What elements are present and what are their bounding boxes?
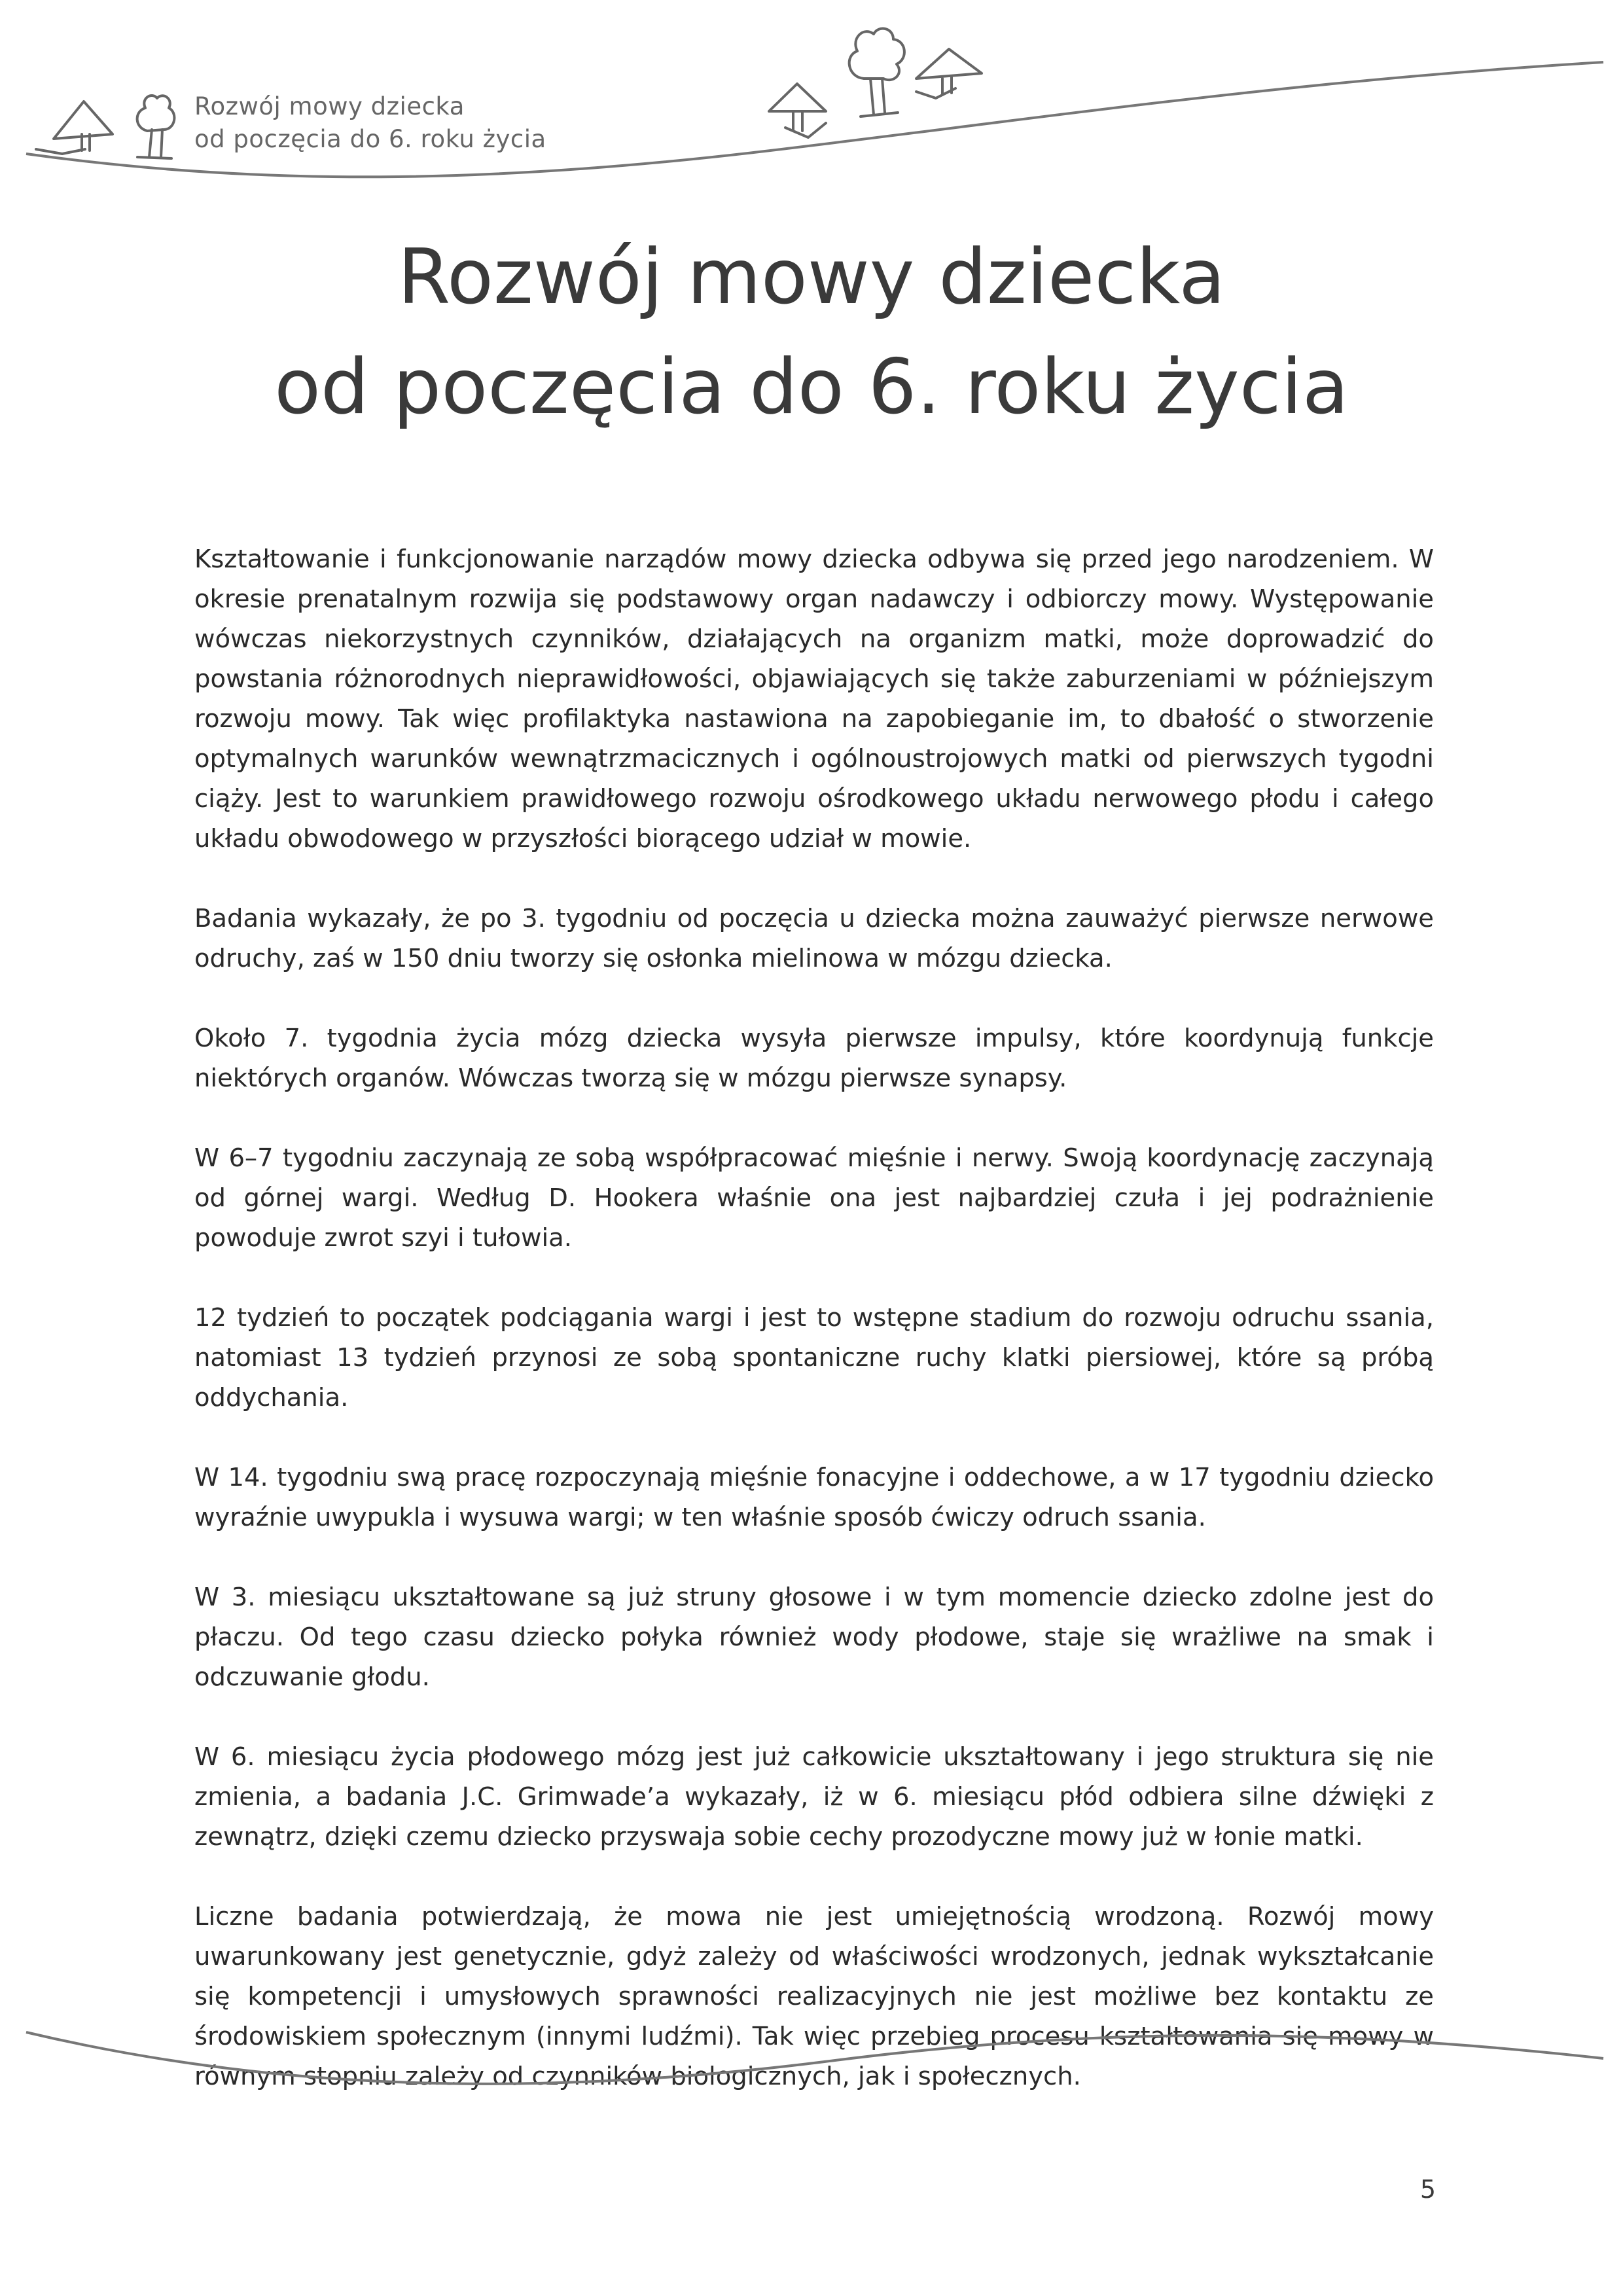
paragraph: 12 tydzień to początek podciągania wargi i jest to wstępne stadium do rozwoju odruchu ssania, natomiast 13 tydzień przynosi ze sobą spontaniczne ruchy klatki piersiowej, które są próbą oddychania. bbox=[194, 1303, 1434, 1412]
paragraph: W 3. miesiącu ukształtowane są już struny głosowe i w tym momencie dziecko zdolne jest do płaczu. Od tego czasu dziecko połyka również wody płodowe, staje się wrażliwe na smak i odczuwanie głodu. bbox=[194, 1583, 1434, 1692]
tree-icon bbox=[849, 29, 904, 117]
paragraph: Liczne badania potwierdzają, że mowa nie jest umiejętnością wrodzoną. Rozwój mowy uwarunkowany jest genetycznie, gdyż zależy od właściwości wrodzonych, jednak wykształcanie się kompetencji i umysłowych sprawności realizacyjnych nie jest możliwe bez kontaktu ze środowiskiem społecznym (innymi ludźmi). Tak więc przebieg procesu kształtowania się mowy w równym stopniu zależy od czynników biologicznych, jak i społecznych. bbox=[194, 1902, 1434, 2091]
paragraph: W 14. tygodniu swą pracę rozpoczynają mięśnie fonacyjne i oddechowe, a w 17 tygodniu dziecko wyraźnie uwypukla i wysuwa wargi; w ten właśnie sposób ćwiczy odruch ssania. bbox=[194, 1463, 1434, 1532]
body-text bbox=[194, 539, 1434, 2136]
paragraph: Badania wykazały, że po 3. tygodniu od poczęcia u dziecka można zauważyć pierwsze nerwowe odruchy, zaś w 150 dniu tworzy się osłonka mielinowa w mózgu dziecka. bbox=[194, 904, 1434, 973]
page-title-line-2: od poczęcia do 6. roku życia bbox=[274, 343, 1349, 431]
page-title-line-1: Rozwój mowy dziecka bbox=[397, 233, 1226, 321]
page-number: 5 bbox=[1419, 2175, 1436, 2204]
paragraph: Około 7. tygodnia życia mózg dziecka wysyła pierwsze impulsy, które koordynują funkcje niektórych organów. Wówczas tworzą się w mózgu pierwsze synapsy. bbox=[194, 1024, 1434, 1093]
page-title bbox=[0, 223, 1623, 442]
running-header-line-2: od poczęcia do 6. roku życia bbox=[194, 125, 546, 153]
paragraph: W 6. miesiącu życia płodowego mózg jest już całkowicie ukształtowany i jego struktura się nie zmienia, a badania J.C. Grimwade’a wykazały, iż w 6. miesiącu płód odbiera silne dźwięki z zewnątrz, dzięki czemu dziecko przyswaja sobie cechy prozodyczne mowy już w łonie matki. bbox=[194, 1742, 1434, 1852]
running-header-line-1: Rozwój mowy dziecka bbox=[194, 92, 465, 120]
running-header bbox=[194, 90, 546, 156]
tree-icon bbox=[36, 101, 113, 154]
tree-icon bbox=[916, 49, 982, 98]
paragraph: Kształtowanie i funkcjonowanie narządów mowy dziecka odbywa się przed jego narodzeniem. W okresie prenatalnym rozwija się podstawowy organ nadawczy i odbiorczy mowy. Występowanie wówczas niekorzystnych czynników, działających na organizm matki, może doprowadzić do powstania różnorodnych nieprawidłowości, objawiających się także zaburzeniami w późniejszym rozwoju mowy. Tak więc profilaktyka nastawiona na zapobieganie im, to dbałość o stworzenie optymalnych warunków wewnątrzmacicznych i ogólnoustrojowych matki od pierwszych tygodni ciąży. Jest to warunkiem prawidłowego rozwoju ośrodkowego układu nerwowego płodu i całego układu obwodowego w przyszłości biorącego udział w mowie. bbox=[194, 545, 1434, 853]
tree-icon bbox=[137, 96, 175, 158]
tree-icon bbox=[769, 84, 826, 137]
paragraph: W 6–7 tygodniu zaczynają ze sobą współpracować mięśnie i nerwy. Swoją koordynację zaczynają od górnej wargi. Według D. Hookera właśnie ona jest najbardziej czuła i jej podrażnienie powoduje zwrot szyi i tułowia. bbox=[194, 1143, 1434, 1253]
